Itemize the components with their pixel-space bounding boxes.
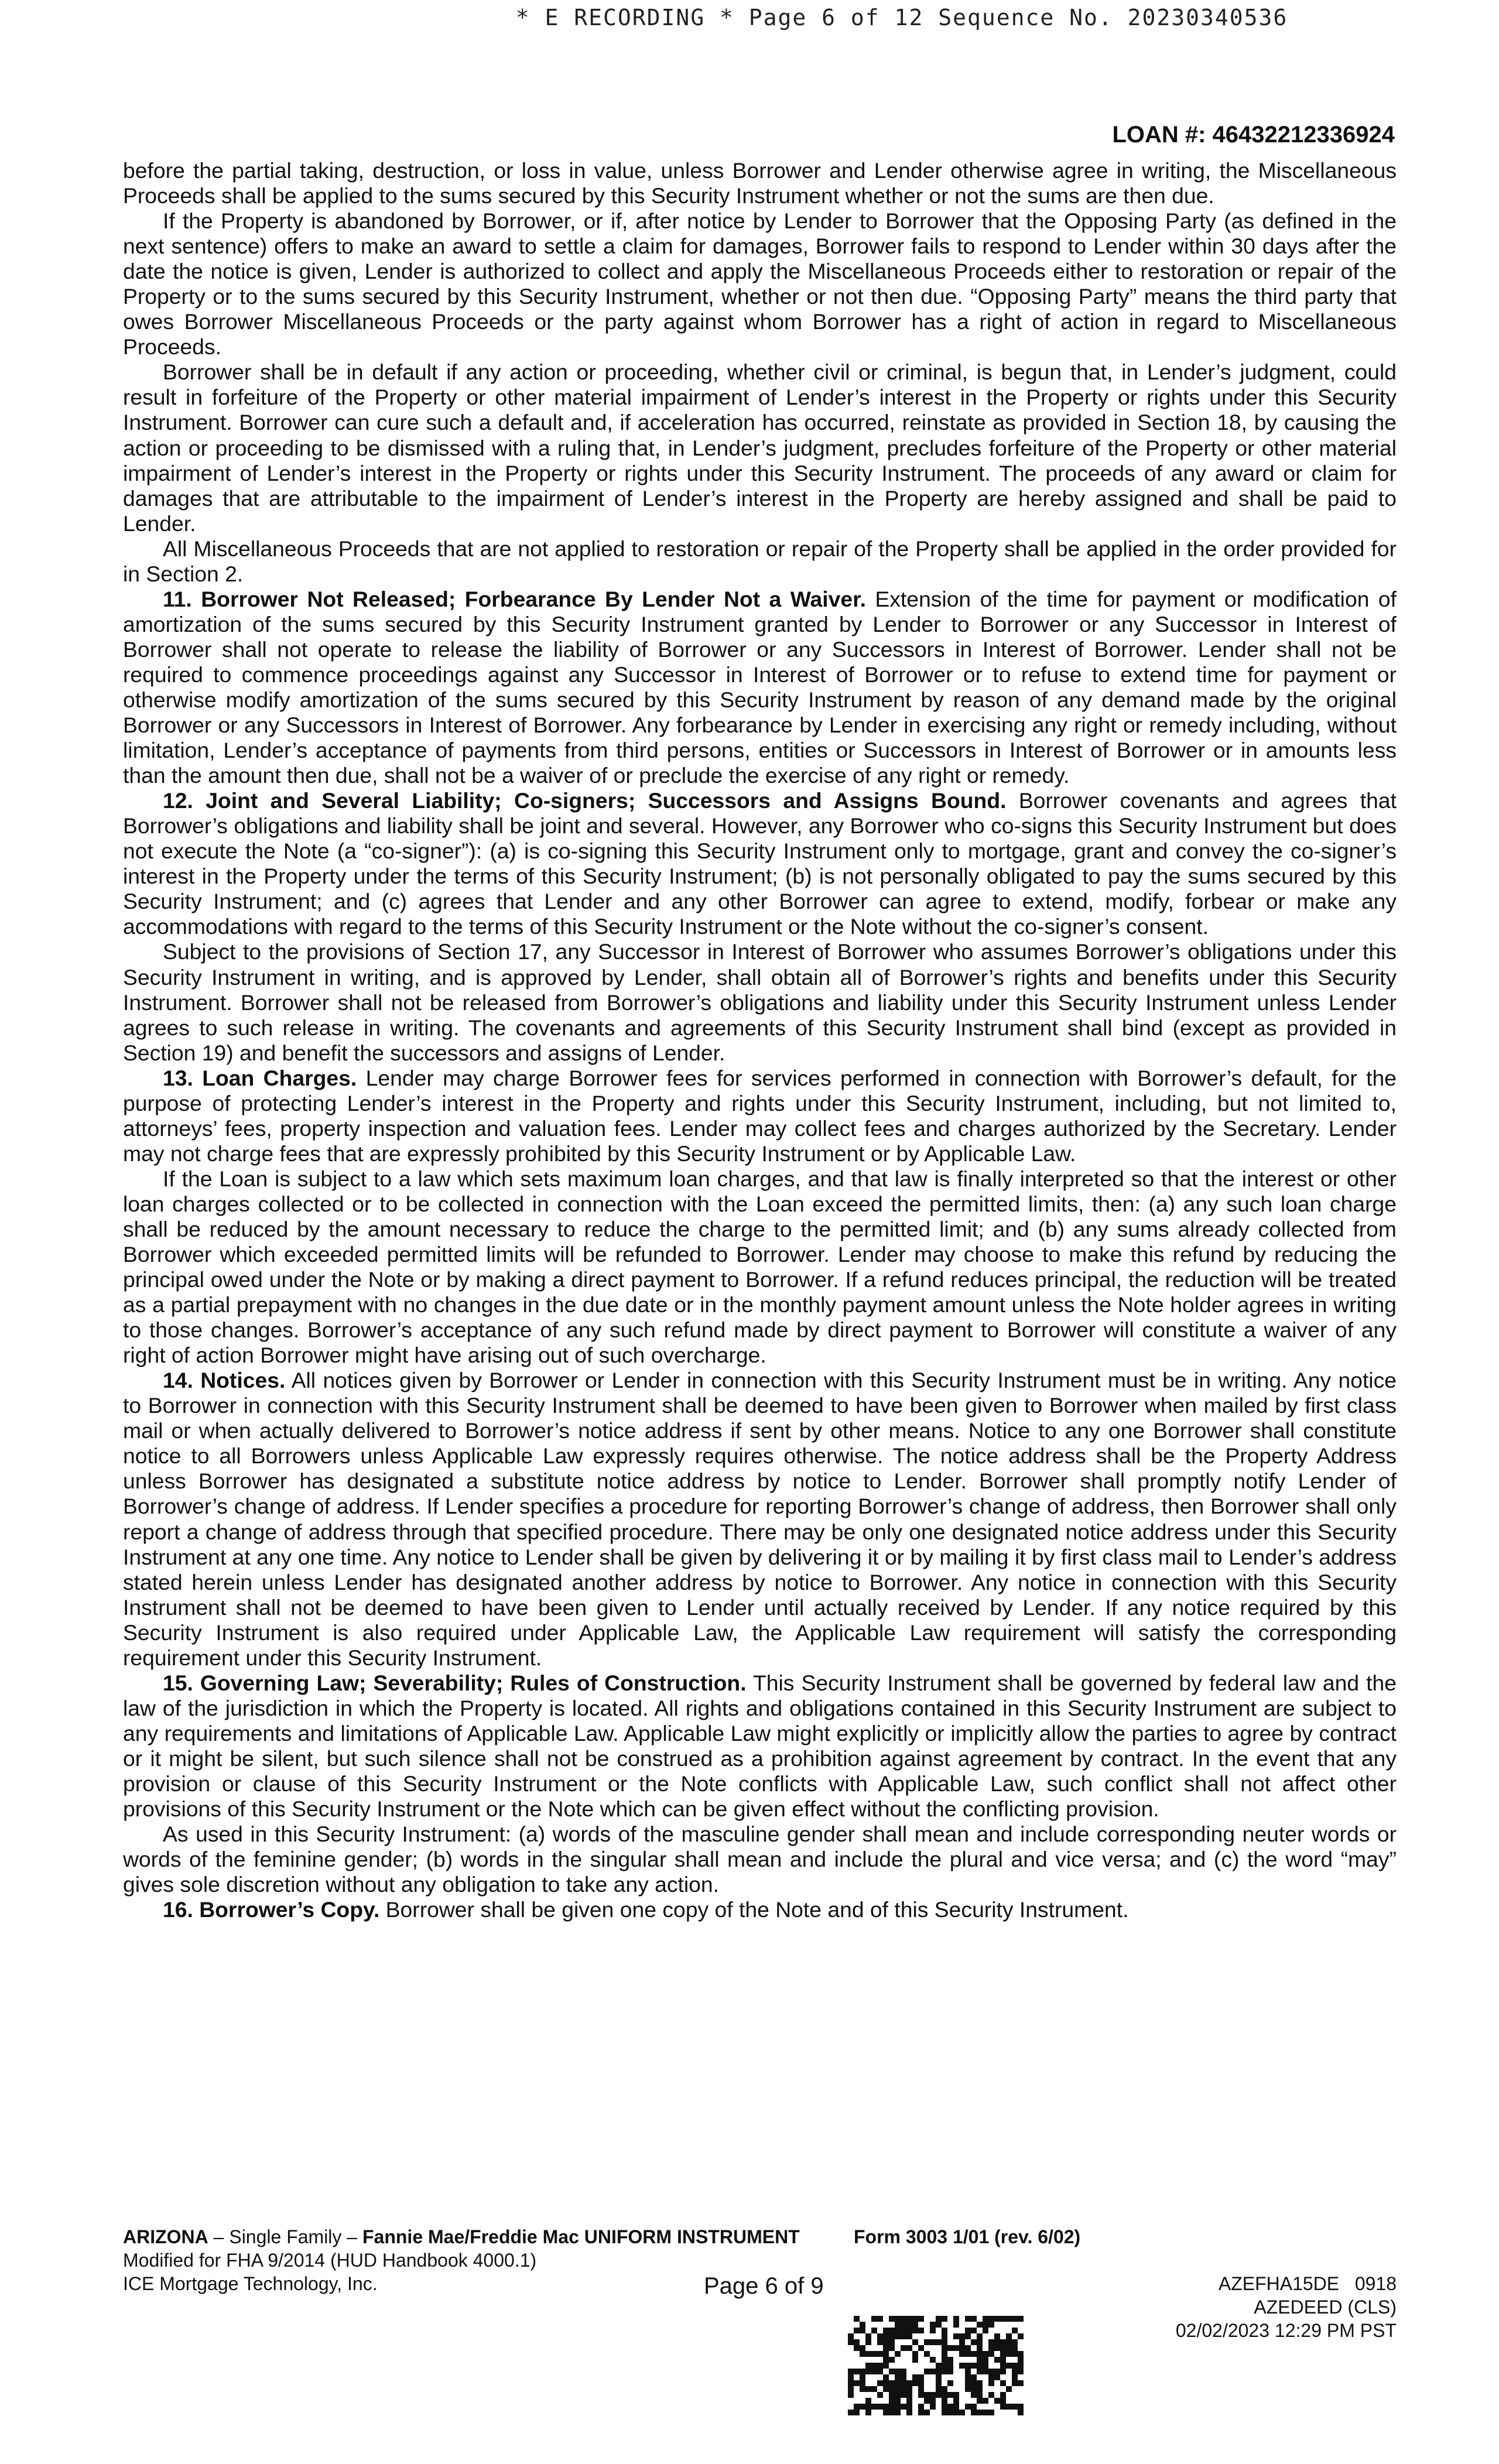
paragraph: If the Property is abandoned by Borrower, or if, after notice by Lender to Borrower that the Opposing Party (as defined in the next sentence) offers to make an award to settle a claim for damages, Borrower fails to respond to Lender within 30 days after the date the notice is given, Lender is authorized to collect and apply the Miscellaneous Proceeds either to restoration or repair of the Property or to the sums secured by this Security Instrument, whether or not then due. “Opposing Party” means the third party that owes Borrower Miscellaneous Proceeds or the party against whom Borrower has a right of action in regard to Miscellaneous Proceeds.	[123, 208, 1397, 360]
footer-timestamp: 02/02/2023 12:29 PM PST	[1175, 2320, 1397, 2341]
section-title: 11. Borrower Not Released; Forbearance By Lender Not a Waiver.	[163, 586, 866, 611]
section-16: 16. Borrower’s Copy. Borrower shall be given one copy of the Note and of this Security Instrument.	[163, 1897, 1129, 1922]
paragraph: If the Loan is subject to a law which sets maximum loan charges, and that law is finally interpreted so that the interest or other loan charges collected or to be collected in connection with the Loan exceed the permitted limits, then: (a) any such loan charge shall be reduced by the amount necessary to reduce the charge to the permitted limit; and (b) any sums already collected from Borrower which exceeded permitted limits will be refunded to Borrower. Lender may choose to make this refund by reducing the principal owed under the Note or by making a direct payment to Borrower. If a refund reduces principal, the reduction will be treated as a partial prepayment with no changes in the due date or in the monthly payment amount unless the Note holder agrees in writing to those changes. Borrower’s acceptance of any such refund made by direct payment to Borrower will constitute a waiver of any right of action Borrower might have arising out of such overcharge.	[123, 1166, 1397, 1368]
footer-code-1: AZEFHA15DE 0918	[1218, 2273, 1397, 2294]
footer-instrument-line: ARIZONA – Single Family – Fannie Mae/Freddie Mac UNIFORM INSTRUMENT	[123, 2226, 800, 2247]
section-11: 11. Borrower Not Released; Forbearance By Lender Not a Waiver. Extension of the time for payment or modification of amortization of the sums secured by this Security Instrument granted by Lender to Borrower or any Successor in Interest of Borrower shall not operate to release the liability of Borrower or any Successors in Interest of Borrower. Lender shall not be required to commence proceedings against any Successor in Interest of Borrower or to refuse to extend time for payment or otherwise modify amortization of the sums secured by this Security Instrument by reason of any demand made by the original Borrower or any Successors in Interest of Borrower. Any forbearance by Lender in exercising any right or remedy including, without limitation, Lender’s acceptance of payments from third persons, entities or Successors in Interest of Borrower or in amounts less than the amount then due, shall not be a waiver of or preclude the exercise of any right or remedy.	[123, 586, 1397, 788]
footer-page-number: Page 6 of 9	[704, 2273, 824, 2299]
section-13: 13. Loan Charges. Lender may charge Borrower fees for services performed in connection with Borrower’s default, for the purpose of protecting Lender’s interest in the Property and rights under this Security Instrument, including, but not limited to, attorneys’ fees, property inspection and valuation fees. Lender may collect fees and charges authorized by the Secretary. Lender may not charge fees that are expressly prohibited by this Security Instrument or by Applicable Law.	[123, 1065, 1397, 1166]
paragraph: As used in this Security Instrument: (a) words of the masculine gender shall mean and include corresponding neuter words or words of the feminine gender; (b) words in the singular shall mean and include the plural and vice versa; and (c) the word “may” gives sole discretion without any obligation to take any action.	[123, 1822, 1397, 1897]
footer-code-2: AZEDEED (CLS)	[1254, 2297, 1397, 2318]
recording-header: * E RECORDING * Page 6 of 12 Sequence No. 20230340536	[515, 5, 1288, 30]
footer-form-number: Form 3003 1/01 (rev. 6/02)	[854, 2226, 1081, 2247]
section-title: 12. Joint and Several Liability; Co-signers; Successors and Assigns Bound.	[163, 788, 1007, 813]
document-body	[123, 158, 1397, 1922]
footer-company: ICE Mortgage Technology, Inc.	[123, 2273, 378, 2294]
section-title: 14. Notices.	[163, 1368, 286, 1393]
section-title: 16. Borrower’s Copy.	[163, 1897, 380, 1922]
section-title: 13. Loan Charges.	[163, 1065, 357, 1090]
paragraph: Subject to the provisions of Section 17, any Successor in Interest of Borrower who assumes Borrower’s obligations under this Security Instrument in writing, and is approved by Lender, shall obtain all of Borrower’s rights and benefits under this Security Instrument. Borrower shall not be released from Borrower’s obligations and liability under this Security Instrument unless Lender agrees to such release in writing. The covenants and agreements of this Security Instrument shall bind (except as provided in Section 19) and benefit the successors and assigns of Lender.	[123, 939, 1397, 1065]
loan-number: LOAN #: 46432212336924	[1112, 122, 1395, 148]
footer-modified-line: Modified for FHA 9/2014 (HUD Handbook 4000.1)	[123, 2250, 537, 2271]
section-title: 15. Governing Law; Severability; Rules of Construction.	[163, 1670, 747, 1695]
paragraph: before the partial taking, destruction, or loss in value, unless Borrower and Lender otherwise agree in writing, the Miscellaneous Proceeds shall be applied to the sums secured by this Security Instrument whether or not the sums are then due.	[123, 158, 1397, 208]
section-12: 12. Joint and Several Liability; Co-signers; Successors and Assigns Bound. Borrower covenants and agrees that Borrower’s obligations and liability shall be joint and several. However, any Borrower who co-signs this Security Instrument but does not execute the Note (a “co-signer”): (a) is co-signing this Security Instrument only to mortgage, grant and convey the co-signer’s interest in the Property under the terms of this Security Instrument; (b) is not personally obligated to pay the sums secured by this Security Instrument; and (c) agrees that Lender and any other Borrower can agree to extend, modify, forbear or make any accommodations with regard to the terms of this Security Instrument or the Note without the co-signer’s consent.	[123, 788, 1397, 939]
paragraph: All Miscellaneous Proceeds that are not applied to restoration or repair of the Property shall be applied in the order provided for in Section 2.	[123, 536, 1397, 586]
paragraph: Borrower shall be in default if any action or proceeding, whether civil or criminal, is begun that, in Lender’s judgment, could result in forfeiture of the Property or other material impairment of Lender’s interest in the Property or rights under this Security Instrument. Borrower can cure such a default and, if acceleration has occurred, reinstate as provided in Section 18, by causing the action or proceeding to be dismissed with a ruling that, in Lender’s judgment, precludes forfeiture of the Property or other material impairment of Lender’s interest in the Property or rights under this Security Instrument. The proceeds of any award or claim for damages that are attributable to the impairment of Lender’s interest in the Property are hereby assigned and shall be paid to Lender.	[123, 360, 1397, 536]
barcode-icon	[848, 2316, 1024, 2415]
section-15: 15. Governing Law; Severability; Rules of Construction. This Security Instrument shall be governed by federal law and the law of the jurisdiction in which the Property is located. All rights and obligations contained in this Security Instrument are subject to any requirements and limitations of Applicable Law. Applicable Law might explicitly or implicitly allow the parties to agree by contract or it might be silent, but such silence shall not be construed as a prohibition against agreement by contract. In the event that any provision or clause of this Security Instrument or the Note conflicts with Applicable Law, such conflict shall not affect other provisions of this Security Instrument or the Note which can be given effect without the conflicting provision.	[123, 1670, 1397, 1822]
footer-codes	[1176, 2272, 1397, 2342]
section-14: 14. Notices. All notices given by Borrower or Lender in connection with this Security Instrument must be in writing. Any notice to Borrower in connection with this Security Instrument shall be deemed to have been given to Borrower when mailed by first class mail or when actually delivered to Borrower’s notice address if sent by other means. Notice to any one Borrower shall constitute notice to all Borrowers unless Applicable Law expressly requires otherwise. The notice address shall be the Property Address unless Borrower has designated a substitute notice address by notice to Lender. Borrower shall promptly notify Lender of Borrower’s change of address. If Lender specifies a procedure for reporting Borrower’s change of address, then Borrower shall only report a change of address through that specified procedure. There may be only one designated notice address under this Security Instrument at any one time. Any notice to Lender shall be given by delivering it or by mailing it by first class mail to Lender’s address stated herein unless Lender has designated another address by notice to Borrower. Any notice in connection with this Security Instrument shall not be deemed to have been given to Lender until actually received by Lender. If any notice required by this Security Instrument is also required under Applicable Law, the Applicable Law requirement will satisfy the corresponding requirement under this Security Instrument.	[123, 1368, 1397, 1670]
